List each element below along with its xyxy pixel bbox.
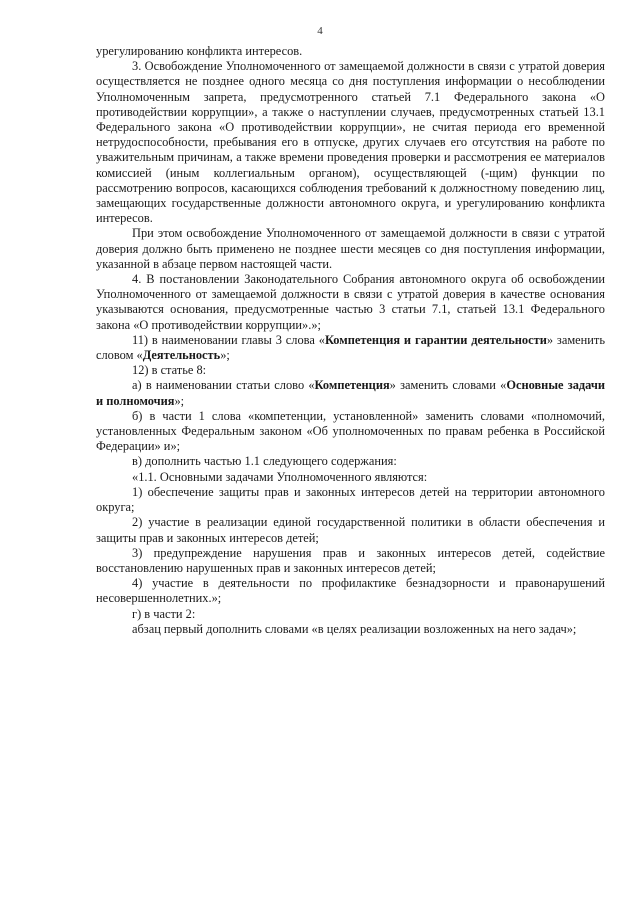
text-run: «1.1. Основными задачами Уполномоченного являются: <box>132 469 428 484</box>
text-run: б) в части 1 слова «компетенции, установленной» заменить словами «полномочий, установленных Федеральным законом «Об уполномоченных по правам ребенка в Российской Федерации» и»; <box>96 408 605 454</box>
text-run: 1) обеспечение защиты прав и законных интересов детей на территории автономного округа; <box>96 484 605 515</box>
paragraph <box>96 607 605 622</box>
paragraph <box>96 515 605 545</box>
text-run: При этом освобождение Уполномоченного от замещаемой должности в связи с утратой доверия должно быть применено не позднее шести месяцев со дня поступления информации, указанной в абзаце первом настоящей части. <box>96 226 605 271</box>
text-run: » заменить словом « <box>96 332 605 363</box>
page-number: 4 <box>317 25 323 37</box>
paragraph <box>96 470 605 485</box>
text-run: »; <box>174 393 185 408</box>
text-run: 2) участие в реализации единой государственной политики в области обеспечения и защиты прав и законных интересов детей; <box>96 515 605 545</box>
paragraph <box>96 378 605 408</box>
paragraph <box>96 485 605 515</box>
paragraph <box>96 333 605 363</box>
paragraph <box>96 546 605 576</box>
text-run: в) дополнить частью 1.1 следующего содержания: <box>132 454 397 469</box>
paragraph <box>96 226 605 272</box>
text-run: урегулированию конфликта интересов. <box>96 44 303 58</box>
text-run: 11) в наименовании главы 3 слова « <box>132 332 325 347</box>
bold-text: Деятельность <box>142 348 221 363</box>
text-run: 4. В постановлении Законодательного Собрания автономного округа об освобождении Уполномоченного от замещаемой должности в связи с утратой доверия в качестве основания указываются основания, предусмотренные частью 3 статьи 7.1, статьей 13.1 Федерального закона «О противодействии коррупции».»; <box>96 272 605 332</box>
text-run: »; <box>220 348 230 363</box>
paragraph <box>96 409 605 455</box>
paragraph <box>96 576 605 606</box>
document-body <box>96 44 605 637</box>
paragraph <box>96 44 605 59</box>
text-run: а) в наименовании статьи слово « <box>132 378 315 393</box>
paragraph <box>96 622 605 637</box>
paragraph <box>96 454 605 469</box>
bold-text: Компетенция <box>314 378 390 393</box>
paragraph <box>96 363 605 378</box>
text-run: 3) предупреждение нарушения прав и законных интересов детей, содействие восстановлению нарушенных прав и законных интересов детей; <box>96 545 605 575</box>
text-run: » заменить словами « <box>389 378 507 393</box>
text-run: 4) участие в деятельности по профилактике безнадзорности и правонарушений несовершеннолетних.»; <box>96 576 605 606</box>
text-run: абзац первый дополнить словами «в целях реализации возложенных на него задач»; <box>132 621 577 636</box>
bold-text: Основные задачи и полномочия <box>96 378 605 408</box>
text-run: 12) в статье 8: <box>132 363 207 378</box>
text-run: 3. Освобождение Уполномоченного от замещаемой должности в связи с утратой доверия осуществляется не позднее одного месяца со дня поступления информации о несоблюдении Уполномоченным запрета, предусмотренного статьей 7.1 Федерального закона «О противодействии коррупции», а также о наступлении случаев, предусмотренных статьей 13.1 Федерального закона «О противодействии коррупции», не считая периода его временной нетрудоспособности, пребывания его в отпуске, других случаев его отсутствия на работе по уважительным причинам, а также времени проведения проверки и рассмотрения ее материалов комиссией (иным коллегиальным органом), осуществляющей (-щим) функции по рассмотрению вопросов, касающихся соблюдения требований к должностному поведению лиц, замещающих государственные должности автономного округа, и урегулированию конфликта интересов. <box>96 59 605 226</box>
text-run: г) в части 2: <box>132 606 196 621</box>
paragraph <box>96 272 605 333</box>
paragraph <box>96 59 605 226</box>
bold-text: Компетенция и гарантии деятельности <box>324 332 547 347</box>
